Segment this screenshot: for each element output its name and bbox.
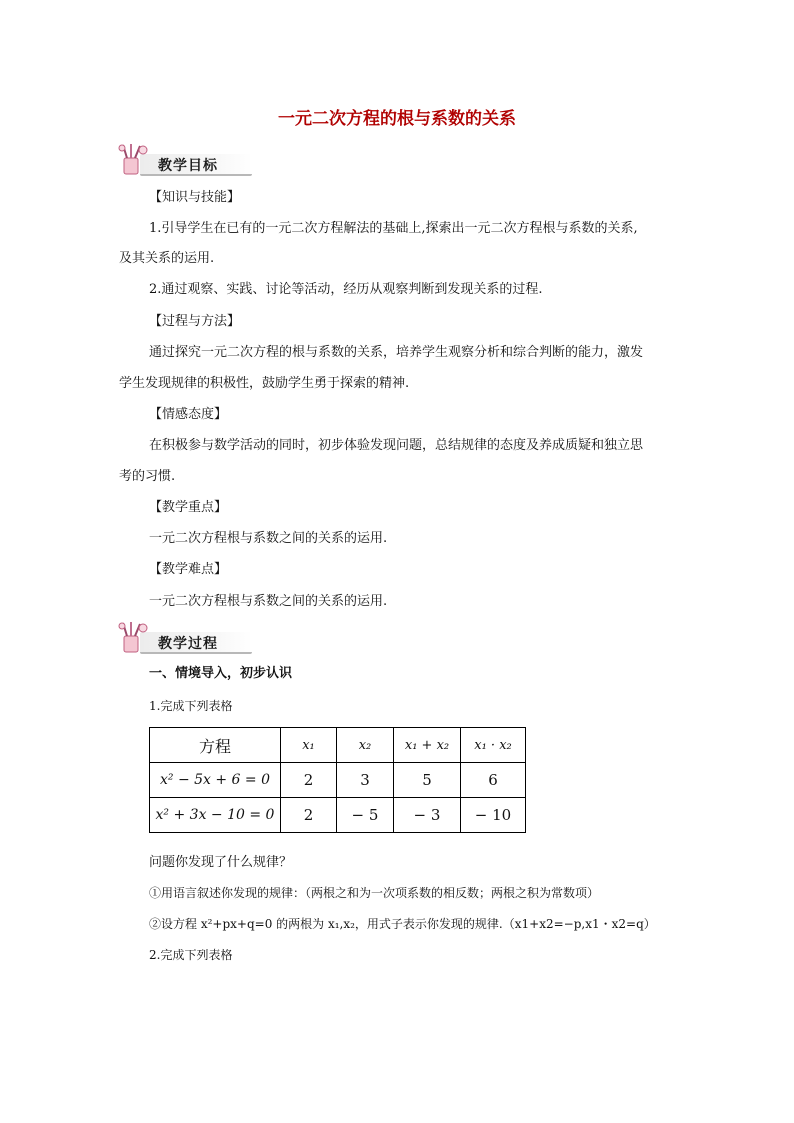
table-header-row [150, 728, 526, 763]
question-1: ①用语言叙述你发现的规律：（两根之和为一次项系数的相反数；两根之积为常数项） [149, 886, 600, 900]
table-cell: 5 [394, 763, 461, 798]
section-banner-process [116, 620, 256, 654]
table-header-cell: x₁ + x₂ [394, 728, 461, 763]
paragraph: 考的习惯. [119, 469, 176, 484]
heading-intro: 一、情境导入，初步认识 [149, 666, 293, 681]
paragraph: 2.通过观察、实践、讨论等活动，经历从观察判断到发现关系的过程. [149, 282, 543, 297]
heading-attitude: 【情感态度】 [149, 407, 228, 422]
table-cell: x² − 5x + 6 = 0 [150, 763, 281, 798]
table-cell: 2 [281, 763, 337, 798]
table-cell: 2 [281, 798, 337, 833]
section-title-process: 教学过程 [158, 636, 218, 652]
table-header-cell: x₂ [337, 728, 394, 763]
heading-method: 【过程与方法】 [149, 314, 241, 329]
paragraph: 一元二次方程根与系数之间的关系的运用. [149, 594, 388, 609]
paragraph: 1.引导学生在已有的一元二次方程解法的基础上,探索出一元二次方程根与系数的关系, [149, 221, 638, 236]
question-2: ②设方程 x²+px+q=0 的两根为 x₁,x₂，用式子表示你发现的规律.（x1+x2=−p,x1・x2=q） [149, 917, 656, 931]
pencil-cup-icon [116, 142, 156, 178]
paragraph: 通过探究一元二次方程的根与系数的关系，培养学生观察分析和综合判断的能力，激发 [149, 345, 644, 360]
question: 问题你发现了什么规律？ [149, 855, 293, 870]
table-row [150, 798, 526, 833]
table-cell: 6 [461, 763, 526, 798]
table-cell: − 3 [394, 798, 461, 833]
paragraph: 及其关系的运用. [119, 251, 215, 266]
task-2: 2.完成下列表格 [149, 948, 233, 962]
paragraph: 学生发现规律的积极性，鼓励学生勇于探索的精神. [119, 376, 410, 391]
heading-key-points: 【教学重点】 [149, 500, 228, 515]
task-1: 1.完成下列表格 [149, 699, 233, 713]
table-header-cell: 方程 [150, 728, 281, 763]
pencil-cup-icon [116, 620, 156, 656]
paragraph: 一元二次方程根与系数之间的关系的运用. [149, 531, 388, 546]
section-banner-goals [116, 142, 256, 176]
heading-difficulties: 【教学难点】 [149, 562, 228, 577]
section-title-goals: 教学目标 [158, 158, 218, 174]
table-cell: − 5 [337, 798, 394, 833]
table-cell: 3 [337, 763, 394, 798]
table-row [150, 763, 526, 798]
roots-table [149, 727, 526, 833]
table-cell: − 10 [461, 798, 526, 833]
document-title: 一元二次方程的根与系数的关系 [278, 109, 516, 129]
paragraph: 在积极参与数学活动的同时，初步体验发现问题，总结规律的态度及养成质疑和独立思 [149, 438, 644, 453]
heading-knowledge: 【知识与技能】 [149, 190, 241, 205]
table-header-cell: x₁ [281, 728, 337, 763]
table-header-cell: x₁ · x₂ [461, 728, 526, 763]
table-cell: x² + 3x − 10 = 0 [150, 798, 281, 833]
